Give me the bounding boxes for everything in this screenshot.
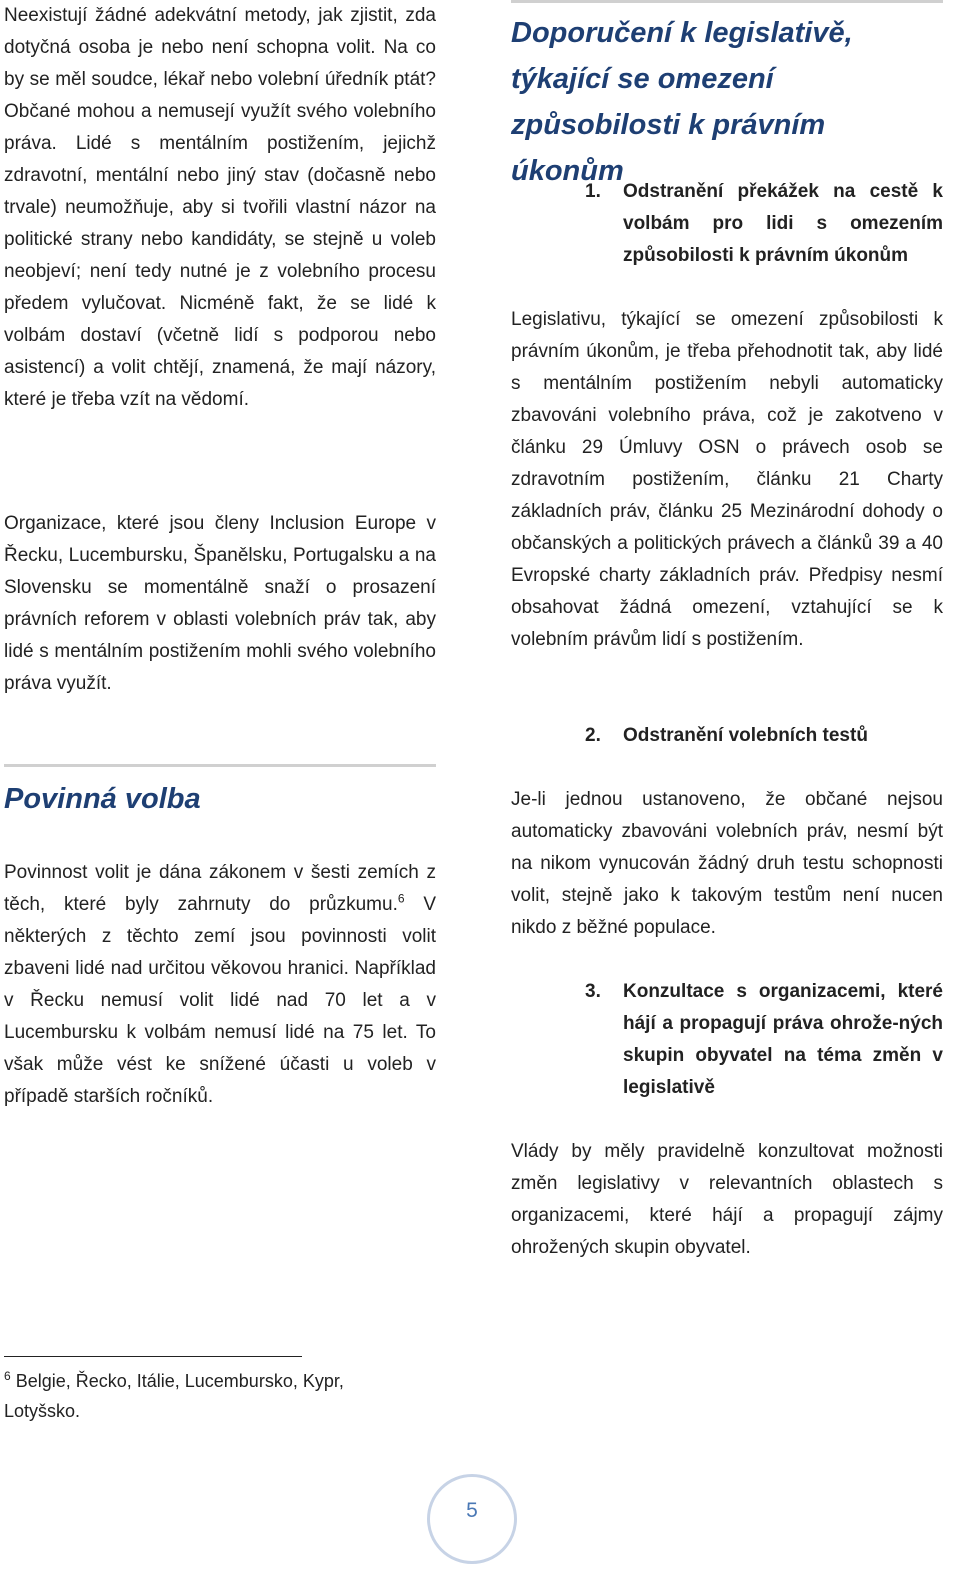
footnote-separator [4, 1356, 302, 1357]
compulsory-voting-text-a: Povinnost volit je dána zákonem v šesti zemích z těch, které byly zahrnuty do průzkumu. [4, 862, 436, 915]
item-title: Odstranění volebních testů [623, 725, 868, 746]
item-number: 1. [585, 181, 601, 202]
list-item [511, 976, 943, 1104]
section-heading-recommendations: Doporučení k legislativě, týkající se omezení způsobilosti k právním úkonům [511, 17, 853, 187]
item-title: Konzultace s organizacemi, které hájí a propagují práva ohrože-ných skupin obyvatel na téma změn v legislativě [623, 981, 943, 1098]
footnote-number: 6 [4, 1369, 11, 1383]
footnote [4, 1366, 384, 1426]
item-number: 3. [585, 981, 601, 1002]
paragraph-voting-tests: Je-li jednou ustanoveno, že občané nejsou automaticky zbavováni volebních práv, nesmí být na nikom vynucován žádný druh testu schopnosti volit, stejně jako k takovým testům není nucen nikdo z běžné populace. [511, 789, 943, 938]
paragraph-consultation: Vlády by měly pravidelně konzultovat možnosti změn legislativy v relevantních oblastech s organizacemi, které hájí a propagují zájmy ohrožených skupin obyvatel. [511, 1141, 943, 1258]
item-title: Odstranění překážek na cestě k volbám pro lidi s omezením způsobilosti k právním úkonům [623, 181, 943, 266]
paragraph-voting-capacity: Neexistují žádné adekvátní metody, jak zjistit, zda dotyčná osoba je nebo není schopna volit. Na co by se měl soudce, lékař nebo volební úředník ptát? Občané mohou a nemusejí využít svého volebního práva. Lidé s mentálním postižením, jejichž zdravotní, mentální nebo jiný stav (dočasně nebo trvale) neumožňuje, aby si tvořili vlastní názor na politické strany nebo kandidáty, se stejně u voleb neobjeví; není tedy nutné je z volebního procesu předem vylučovat. Nicméně fakt, že se lidé k volbám dostaví (včetně lidí s podporou nebo asistencí) a volit chtějí, znamená, že mají názory, které je třeba vzít na vědomí. [4, 5, 436, 410]
compulsory-voting-text-b: V některých z těchto zemí jsou povinnosti volit zbaveni lidé nad určitou věkovou hranici. Například v Řecku nemusí volit lidé nad 70 let a v Lucembursku k volbám nemusí lidé na 75 let. To však může vést ke snížené účasti u voleb v případě starších ročníků. [4, 894, 437, 1107]
section-heading-compulsory-voting: Povinná volba [4, 783, 201, 815]
list-item [511, 176, 943, 272]
recommendation-item-1 [511, 176, 943, 272]
list-item [511, 720, 943, 752]
footnote-text: Belgie, Řecko, Itálie, Lucembursko, Kypr, Lotyšsko. [4, 1371, 344, 1421]
section-divider-top [511, 0, 943, 3]
recommendation-item-3 [511, 976, 943, 1104]
page-number: 5 [466, 1499, 478, 1522]
footnote-reference[interactable]: 6 [397, 891, 405, 906]
recommendation-item-2 [511, 720, 943, 752]
paragraph-compulsory-voting [4, 857, 436, 1113]
paragraph-inclusion-europe: Organizace, které jsou členy Inclusion Europe v Řecku, Lucembursku, Španělsku, Portugalsku a na Slovensku se momentálně snaží o prosazení právních reforem v oblasti volebních práv tak, aby lidé s mentálním postižením mohli svého volebního práva využít. [4, 513, 436, 694]
item-number: 2. [585, 725, 601, 746]
page-number-badge [427, 1474, 517, 1564]
section-divider [4, 764, 436, 767]
paragraph-legislation: Legislativu, týkající se omezení způsobilosti k právním úkonům, je třeba přehodnotit tak, aby lidé s mentálním postižením nebyli automaticky zbavováni volebního práva, což je zakotveno v článku 29 Úmluvy OSN o právech osob se zdravotním postižením, článku 21 Charty základních práv, článku 25 Mezinárodní dohody o občanských a politických právech a článků 39 a 40 Evropské charty základních práv. Předpisy nesmí obsahovat žádná omezení, vztahující se k volebním právům lidí s postižením. [511, 309, 943, 650]
